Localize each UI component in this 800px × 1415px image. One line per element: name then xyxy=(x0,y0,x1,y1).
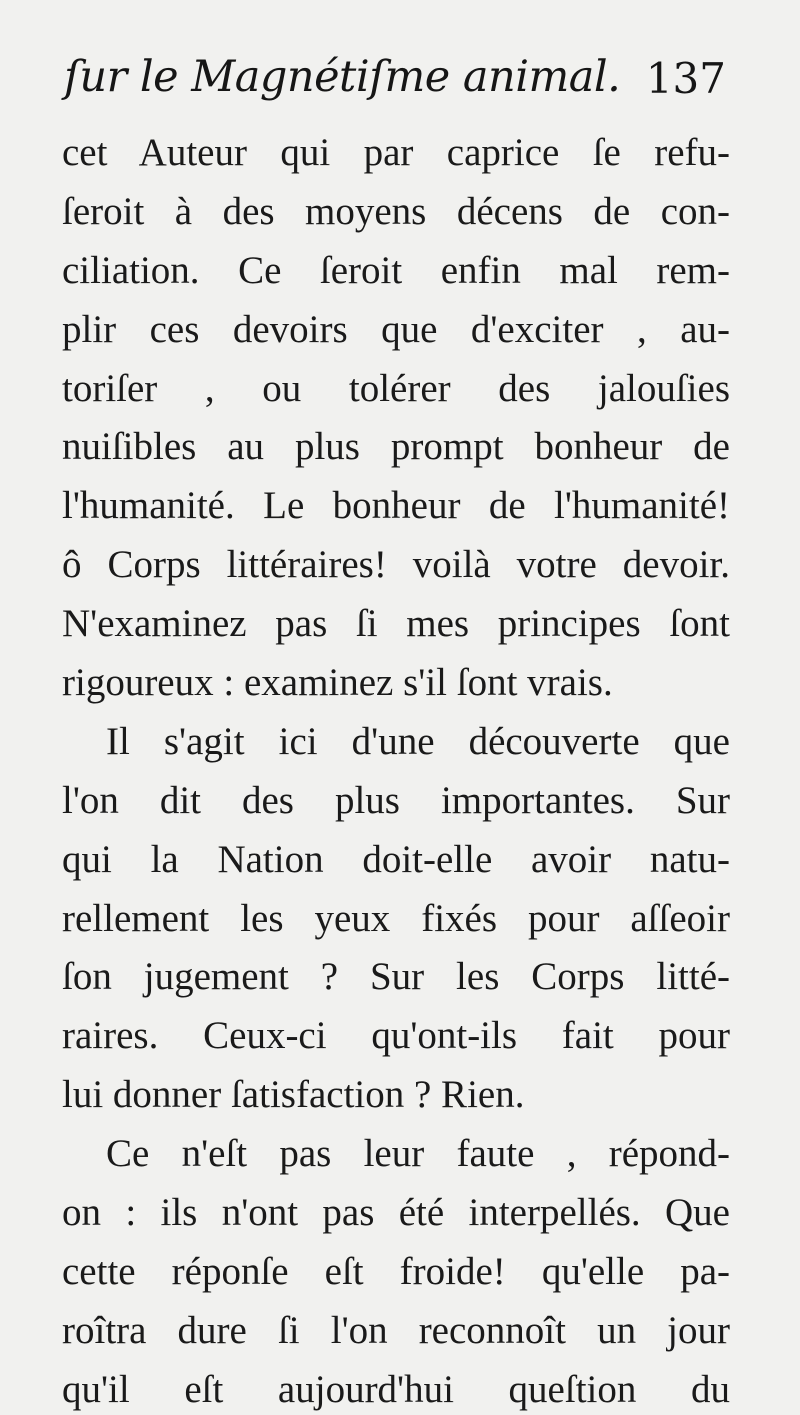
text-line: l'humanité. Le bonheur de l'humanité! xyxy=(62,484,730,528)
text-line: ſon jugement ? Sur les Corps litté- xyxy=(62,955,730,999)
text-line: N'examinez pas ſi mes principes ſont xyxy=(62,602,730,646)
text-line: lui donner ſatisfaction ? Rien. xyxy=(62,1073,525,1117)
text-line: Ce n'eſt pas leur faute , répond- xyxy=(106,1132,730,1176)
text-line: ſeroit à des moyens décens de con- xyxy=(62,189,730,233)
text-line: rellement les yeux fixés pour aſſeoir xyxy=(62,896,730,940)
text-line: l'on dit des plus importantes. Sur xyxy=(62,778,730,822)
text-line: ciliation. Ce ſeroit enfin mal rem- xyxy=(62,248,730,292)
text-line: plir ces devoirs que d'exciter , au- xyxy=(62,307,730,351)
text-line: raires. Ceux-ci qu'ont-ils fait pour xyxy=(62,1014,730,1058)
running-title: ſur le Magnétiſme animal. xyxy=(64,52,621,102)
text-line: toriſer , ou tolérer des jalouſies xyxy=(62,366,730,410)
text-line: qu'il eſt aujourd'hui queſtion du xyxy=(62,1367,730,1411)
page-header xyxy=(64,52,726,112)
page-number: 137 xyxy=(645,54,726,103)
text-line: roîtra dure ſi l'on reconnoît un jour xyxy=(62,1308,730,1352)
text-line: qui la Nation doit-elle avoir natu- xyxy=(62,837,730,881)
text-line: rigoureux : examinez s'il ſont vrais. xyxy=(62,661,613,705)
text-line: cette réponſe eſt froide! qu'elle pa- xyxy=(62,1249,730,1293)
body-text xyxy=(62,124,730,1415)
text-line: on : ils n'ont pas été interpellés. Que xyxy=(62,1191,730,1235)
text-line: ô Corps littéraires! voilà votre devoir. xyxy=(62,543,730,587)
text-line: Il s'agit ici d'une découverte que xyxy=(106,719,730,763)
text-line: cet Auteur qui par caprice ſe refu- xyxy=(62,131,730,174)
text-line: nuiſibles au plus prompt bonheur de xyxy=(62,425,730,469)
